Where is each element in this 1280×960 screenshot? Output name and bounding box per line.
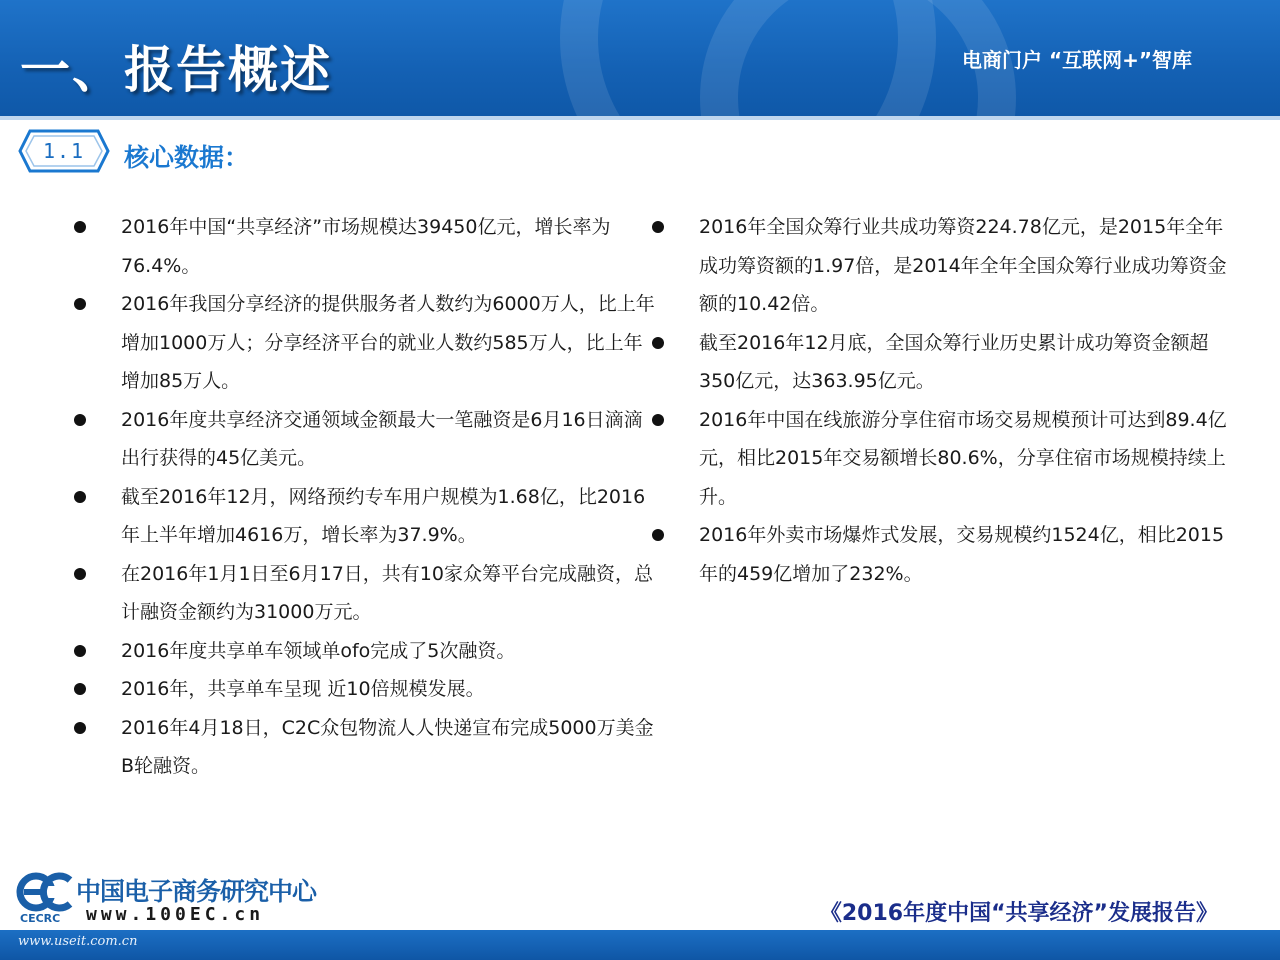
bullet-icon (652, 221, 664, 233)
bullet-icon (652, 529, 664, 541)
header-divider (0, 116, 1280, 120)
organization-name: 中国电子商务研究中心 (76, 877, 317, 906)
bullet-icon (74, 221, 86, 233)
bullet-text: 2016年度共享单车领域单ofo完成了5次融资。 (121, 639, 516, 662)
list-item (74, 555, 659, 632)
bullet-icon (652, 337, 664, 349)
list-item (74, 478, 659, 555)
bullet-text: 2016年度共享经济交通领域金额最大一笔融资是6月16日滴滴出行获得的45亿美元。 (121, 408, 643, 469)
list-item (74, 285, 659, 401)
ec-logo-icon (16, 872, 76, 912)
bullet-text: 2016年我国分享经济的提供服务者人数约为6000万人，比上年增加1000万人；分享经济平台的就业人数约585万人，比上年增加85万人。 (121, 293, 655, 392)
bullet-icon (74, 722, 86, 734)
bullet-icon (74, 683, 86, 695)
page-title: 一、报告概述 (20, 41, 332, 99)
list-item (652, 324, 1232, 401)
bullet-text: 2016年，共享单车呈现 近10倍规模发展。 (121, 678, 485, 700)
bullet-icon (74, 645, 86, 657)
list-item (74, 709, 659, 786)
organization-url: www.100EC.cn (86, 904, 265, 925)
section-title: 核心数据： (124, 143, 250, 172)
list-item (74, 208, 659, 285)
organization-logo (16, 872, 316, 928)
section-number: 1.1 (42, 139, 86, 163)
bullet-list-right (652, 208, 1232, 593)
bullet-text: 2016年全国众筹行业共成功筹资224.78亿元，是2015年全年成功筹资额的1.97倍，是2014年全年全国众筹行业成功筹资金额的10.42倍。 (699, 216, 1227, 315)
list-item (74, 632, 659, 671)
bullet-icon (652, 414, 664, 426)
list-item (652, 401, 1232, 517)
list-item (74, 401, 659, 478)
bullet-text: 截至2016年12月，网络预约专车用户规模为1.68亿，比2016年上半年增加4616万，增长率为37.9%。 (121, 485, 646, 546)
header-banner (0, 0, 1280, 116)
list-item (652, 516, 1232, 593)
bullet-text: 截至2016年12月底，全国众筹行业历史累计成功筹资金额超350亿元，达363.95亿元。 (699, 331, 1209, 392)
bullet-text: 2016年外卖市场爆炸式发展，交易规模约1524亿，相比2015年的459亿增加了232%。 (699, 524, 1225, 585)
bullet-icon (74, 298, 86, 310)
list-item (74, 670, 659, 709)
logo-abbreviation: CECRC (20, 912, 61, 925)
bullet-text: 2016年中国在线旅游分享住宿市场交易规模预计可达到89.4亿元，相比2015年交易额增长80.6%，分享住宿市场规模持续上升。 (699, 408, 1227, 508)
bullet-text: 2016年4月18日，C2C众包物流人人快递宣布完成5000万美金B轮融资。 (121, 716, 654, 777)
bullet-icon (74, 568, 86, 580)
bullet-text: 在2016年1月1日至6月17日，共有10家众筹平台完成融资，总计融资金额约为31000万元。 (121, 562, 653, 623)
bullet-icon (74, 491, 86, 503)
bullet-list-left (74, 208, 659, 786)
section-number-badge (18, 128, 110, 174)
footer-bar (0, 930, 1280, 960)
list-item (652, 208, 1232, 324)
report-title: 《2016年度中国“共享经济”发展报告》 (819, 901, 1218, 926)
bullet-icon (74, 414, 86, 426)
watermark: www.useit.com.cn (18, 934, 138, 949)
header-tagline: 电商门户 “互联网+”智库 (961, 48, 1192, 72)
bullet-text: 2016年中国“共享经济”市场规模达39450亿元，增长率为76.4%。 (121, 216, 611, 277)
